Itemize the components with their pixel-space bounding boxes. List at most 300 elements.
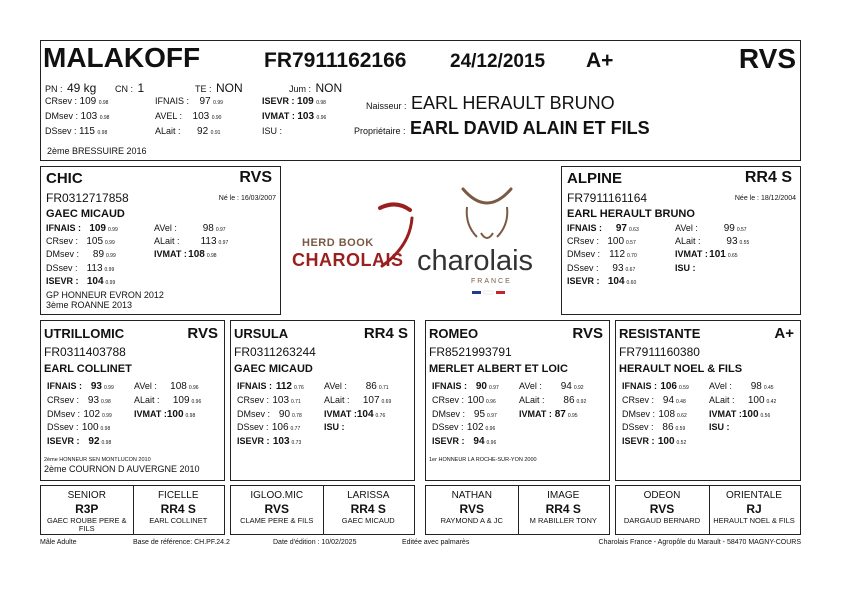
stat-accuracy: 0.48 [676,398,686,405]
stat-value: 92 [88,436,100,448]
stat-isu [324,422,345,432]
stat-label: ALait : [709,394,735,405]
stat-value: 100 [166,408,184,420]
stat-label: DMsev : [622,408,656,419]
stat-accuracy: 0.98 [100,426,111,433]
stat-value: 100 [81,422,99,434]
ggp-qualification: RVS [264,502,289,516]
stat-value: 113 [200,236,217,248]
stat-value: 86 [662,422,674,434]
ggp-qualification: RR4 S [545,502,581,516]
stat-label: CRsev : [237,394,270,405]
stat-value: 94 [662,394,675,406]
stat-dssev [622,422,685,433]
stat-label: ISU : [709,422,730,433]
stat-ivmat [675,249,738,260]
stat-dmsev [46,249,116,260]
stat-label: AVel : [709,381,732,391]
stat-alait [154,236,228,247]
stat-accuracy: 0.96 [485,426,496,433]
stat-label: CRsev : [622,394,655,405]
stat-ifnais [47,381,114,392]
grandparent-breeder: GAEC MICAUD [234,363,313,375]
stat-label: AVel : [324,381,347,391]
stat-accuracy: 0.99 [104,266,115,273]
ggp-owner: GAEC ROUBE PERE & FILS [46,516,127,533]
stat-accuracy: 0.52 [676,440,687,447]
footer-date: Date d'édition : 10/02/2025 [273,539,357,546]
ggp-qualification: RVS [649,502,675,516]
stat-accuracy: 0.57 [626,240,636,247]
animal-dssev: DSsev : 115 0.98 [45,126,108,137]
footer-sex: Mâle Adulte [40,539,77,546]
ggp-box-3 [615,485,801,535]
stat-label: DSsev : [47,422,79,433]
grandparent-palmares-1: 1er HONNEUR LA ROCHE-SUR-YON 2000 [429,457,537,463]
stat-crsev [47,395,111,406]
stat-ifnais [237,381,304,392]
stat-dmsev [47,409,112,420]
stat-accuracy: 0.55 [739,240,750,247]
ggp-name: NATHAN [451,490,492,501]
stat-label: ISEVR : [432,436,465,447]
stat-accuracy: 0.60 [626,279,637,286]
stat-label: ISU : [324,422,345,433]
stat-value: 98 [202,223,214,234]
grandparent-id: FR0311403788 [44,345,126,359]
grandparent-id: FR0311263244 [234,345,316,359]
grandparent-breeder: MERLET ALBERT ET LOIC [429,363,568,375]
animal-crsev: CRsev : 109 0.98 [45,96,109,107]
stat-label: DMsev : [567,249,601,260]
stat-alait [519,395,586,406]
stat-dmsev [432,409,497,420]
animal-ivmat: IVMAT : 103 0.96 [262,111,327,122]
dam-id: FR7911161164 [567,191,648,205]
stat-accuracy: 0.57 [736,227,747,233]
stat-value: 95 [473,408,486,420]
stat-label: DSsev : [567,262,599,273]
stat-value: 104 [607,275,625,287]
grandparent-qualification: RR4 S [363,325,408,342]
stat-avel [324,381,389,392]
sire-breeder: GAEC MICAUD [46,208,125,220]
stat-label: ALait : [519,394,545,405]
stat-label: IVMAT : [134,408,167,419]
stat-value: 98 [750,381,762,392]
ggp-owner: M RABILLER TONY [529,516,597,525]
ggp-owner: CLAME PERE & FILS [240,516,314,525]
stat-accuracy: 0.73 [291,440,302,447]
ggp-name: LARISSA [347,490,390,501]
stat-label: DMsev : [46,249,80,260]
stat-isevr [567,276,636,287]
stat-ifnais [567,223,639,234]
great-grandparent-cell [231,486,323,534]
ggp-qualification: R3P [75,502,99,516]
dam-qualification: RR4 S [744,169,792,186]
stat-label: IFNAIS : [432,381,467,391]
herd-book-logo [290,196,415,276]
stat-dssev [237,422,300,433]
dam-breeder: EARL HERAULT BRUNO [567,208,695,220]
stat-ifnais [432,381,499,392]
stat-avel [519,381,584,392]
stat-label: ISEVR : [567,275,600,286]
stat-ivmat [134,409,195,420]
stat-label: ISEVR : [47,436,80,447]
grandparent-qualification: A+ [774,325,794,342]
stat-value: 108 [188,249,205,261]
ggp-owner: DARGAUD BERNARD [623,516,701,525]
stat-accuracy: 0.92 [576,398,587,405]
ggp-box-0 [40,485,225,535]
stat-dmsev [567,249,637,260]
footer-base: Base de référence: CH.PF.24.2 [133,539,230,546]
stat-label: ALait : [324,394,350,405]
stat-value: 103 [272,394,290,406]
stat-label: ISEVR : [46,275,79,286]
stat-label: DSsev : [622,422,654,433]
great-grandparent-cell [708,486,800,534]
stat-ifnais [622,381,689,392]
stat-value: 100 [467,394,485,406]
sire-id: FR0312717858 [46,191,129,205]
stat-ivmat [709,409,770,420]
animal-isu: ISU : [262,126,283,136]
cn-field: CN : 1 [115,81,145,95]
great-grandparent-cell [616,486,708,534]
stat-value: 104 [86,275,104,287]
stat-value: 112 [275,381,292,392]
stat-isevr [432,436,496,447]
stat-accuracy: 0.98 [185,412,196,419]
stat-accuracy: 0.95 [567,412,578,419]
grandparent-name: UTRILLOMIC [44,326,125,341]
stat-accuracy: 0.99 [104,385,114,391]
stat-ifnais [46,223,118,234]
animal-qualification: RVS [738,43,796,74]
dam-birth: Née le : 18/12/2004 [734,195,796,202]
stat-accuracy: 0.59 [679,385,689,391]
animal-avel: AVEL : 103 0.90 [155,111,222,122]
stat-dmsev [622,409,687,420]
stat-value: 109 [172,394,190,406]
jum-field: Jum : NON [289,81,343,95]
stat-alait [675,236,749,247]
stat-crsev [237,395,301,406]
stat-accuracy: 0.67 [625,266,636,273]
grandparent-id: FR7911160380 [619,345,700,359]
stat-label: IFNAIS : [47,381,82,391]
stat-accuracy: 0.96 [191,398,202,405]
ggp-qualification: RVS [459,502,484,516]
stat-value: 86 [365,381,377,392]
grandparent-name: URSULA [234,326,289,341]
stat-accuracy: 0.70 [627,253,637,260]
stat-value: 108 [658,408,676,420]
animal-birth-date: 24/12/2015 [450,51,546,72]
grandparent-name: ROMEO [429,326,479,341]
stat-alait [134,395,201,406]
stat-isu [709,422,730,432]
stat-accuracy: 0.97 [215,227,226,233]
herd-book-label: HERD BOOK [302,237,374,249]
stat-accuracy: 0.99 [102,412,112,419]
great-grandparent-cell [133,486,225,534]
stat-label: AVel : [154,223,177,233]
great-grandparent-cell [41,486,133,534]
stat-value: 100 [741,408,759,420]
stat-label: IFNAIS : [237,381,272,391]
animal-header-box [40,40,801,161]
charolais-brand-france: FRANCE [471,278,512,285]
stat-avel [154,223,226,234]
stat-label: IVMAT : [154,249,187,260]
sire-palmares-1: GP HONNEUR EVRON 2012 [46,290,164,300]
stat-value: 99 [723,223,735,234]
charolais-brand: charolais [417,245,534,277]
grandparent-box-3 [615,320,801,481]
stat-accuracy: 0.62 [677,412,687,419]
proprietaire-field: Propriétaire : EARL DAVID ALAIN ET FILS [354,118,650,138]
stat-accuracy: 0.96 [486,398,496,405]
stat-dssev [567,263,635,274]
stat-alait [324,395,391,406]
grandparent-box-0 [40,320,225,481]
grandparent-box-1 [230,320,415,481]
stat-accuracy: 0.59 [675,426,686,433]
naisseur-field: Naisseur : EARL HERAULT BRUNO [366,93,615,113]
stat-value: 112 [609,249,626,261]
dam-box [561,166,801,315]
sire-palmares-2: 3ème ROANNE 2013 [46,300,133,310]
stat-isevr [47,436,111,447]
stat-accuracy: 0.65 [727,253,738,260]
stat-accuracy: 0.97 [489,385,499,391]
stat-value: 90 [278,408,291,420]
ggp-qualification: RJ [746,502,762,516]
stat-value: 106 [271,422,289,434]
stat-label: DMsev : [47,408,81,419]
stat-accuracy: 0.97 [487,412,497,419]
stat-accuracy: 0.69 [381,398,392,405]
stat-accuracy: 0.76 [375,412,386,419]
ggp-box-1 [230,485,415,535]
stat-crsev [46,236,115,247]
grandparent-palmares-2: 2ème COURNON D AUVERGNE 2010 [44,464,200,474]
animal-isevr: ISEVR : 109 0.98 [262,96,326,107]
stat-label: IVMAT : [675,249,708,260]
animal-ifnais: IFNAIS : 97 0.99 [155,96,223,107]
stat-accuracy: 0.96 [188,385,199,391]
stat-accuracy: 0.97 [218,240,229,247]
stat-accuracy: 0.63 [629,227,639,233]
stat-ivmat [154,249,217,260]
stat-dmsev [237,409,302,420]
stat-label: ALait : [675,236,701,247]
stat-value: 89 [92,249,105,261]
stat-accuracy: 0.99 [105,279,116,286]
stat-accuracy: 0.71 [291,398,301,405]
stat-value: 102 [466,422,484,434]
stat-value: 106 [660,381,677,392]
stat-value: 100 [747,394,765,406]
stat-accuracy: 0.99 [106,253,116,260]
stat-dssev [47,422,110,433]
stat-accuracy: 0.92 [573,385,584,391]
stat-label: CRsev : [567,236,600,247]
stat-label: IFNAIS : [567,223,602,233]
grandparent-breeder: EARL COLLINET [44,363,132,375]
ggp-name: SENIOR [67,490,106,501]
grandparent-qualification: RVS [187,325,218,342]
stat-label: DSsev : [237,422,269,433]
stat-isevr [46,276,115,287]
footer-organisation: Charolais France - Agropôle du Marault - 58470 MAGNY-COURS [598,539,801,546]
footer-edition: Editée avec palmarès [402,539,470,546]
stat-accuracy: 0.98 [206,253,217,260]
stat-label: IFNAIS : [46,223,81,233]
stat-accuracy: 0.56 [760,412,771,419]
stat-value: 100 [657,436,675,448]
sire-name: CHIC [46,170,83,187]
te-field: TE : NON [195,81,243,95]
stat-ivmat [324,409,385,420]
stat-value: 87 [554,408,566,420]
stat-label: ALait : [134,394,160,405]
stat-dssev [46,263,114,274]
stat-label: AVel : [675,223,698,233]
stat-value: 93 [726,236,738,248]
stat-label: IVMAT : [709,408,742,419]
animal-id: FR7911162166 [264,49,407,72]
sire-box [40,166,281,315]
stat-label: CRsev : [47,394,80,405]
grandparent-palmares-1: 2ème HONNEUR SEN MONTLUCON 2010 [44,457,151,463]
ggp-name: IGLOO.MIC [250,490,304,501]
ggp-name: FICELLE [157,490,199,501]
grandparent-id: FR8521993791 [429,345,512,359]
stat-isevr [237,436,301,447]
herd-book-charolais-label: CHAROLAIS [292,250,404,270]
stat-value: 107 [362,394,380,406]
grandparent-name: RESISTANTE [619,326,701,341]
charolais-france-logo [415,185,555,300]
stat-label: CRsev : [46,236,79,247]
stat-label: ISEVR : [622,436,655,447]
stat-value: 103 [272,436,290,448]
great-grandparent-cell [323,486,415,534]
ggp-qualification: RR4 S [350,502,386,516]
stat-label: DMsev : [432,408,466,419]
stat-alait [709,395,776,406]
stat-label: CRsev : [432,394,465,405]
stat-crsev [432,395,496,406]
animal-palmares: 2ème BRESSUIRE 2016 [47,146,147,156]
ggp-owner: HERAULT NOEL & FILS [713,516,795,525]
stat-value: 113 [86,262,103,274]
stat-accuracy: 0.99 [108,227,118,233]
stat-ivmat [519,409,578,420]
stat-value: 94 [473,436,485,448]
ggp-name: IMAGE [547,490,580,501]
grandparent-box-2 [425,320,610,481]
stat-value: 105 [86,236,104,248]
ggp-owner: RAYMOND A & JC [440,516,503,525]
animal-dmsev: DMsev : 103 0.98 [45,111,110,122]
pn-field: PN : 49 kg [45,81,97,95]
stat-value: 94 [560,381,572,392]
ggp-name: ODEON [643,490,681,501]
dam-name: ALPINE [567,170,623,187]
grandparent-qualification: RVS [572,325,603,342]
stat-accuracy: 0.98 [101,398,111,405]
stat-value: 93 [87,394,100,406]
sire-qualification: RVS [239,169,272,186]
stat-isu [675,263,696,273]
stat-label: DSsev : [46,262,78,273]
animal-name: MALAKOFF [43,42,201,73]
stat-accuracy: 0.42 [766,398,777,405]
stat-value: 93 [612,262,624,274]
ggp-name: ORIENTALE [726,490,782,501]
stat-value: 102 [83,408,101,420]
stat-isevr [622,436,686,447]
stat-value: 108 [170,381,187,392]
grandparent-breeder: HERAULT NOEL & FILS [619,363,743,375]
stat-dssev [432,422,495,433]
stat-label: ALait : [154,236,180,247]
stat-value: 104 [356,408,374,420]
sire-birth: Né le : 16/03/2007 [218,195,276,202]
stat-accuracy: 0.45 [763,385,774,391]
stat-value: 90 [475,381,487,392]
stat-label: AVel : [134,381,157,391]
stat-crsev [567,236,636,247]
stat-label: IVMAT : [519,408,552,419]
stat-accuracy: 0.77 [290,426,301,433]
stat-accuracy: 0.99 [105,240,115,247]
stat-label: AVel : [519,381,542,391]
ggp-owner: GAEC MICAUD [341,516,395,525]
great-grandparent-cell [518,486,610,534]
stat-label: DSsev : [432,422,464,433]
stat-value: 93 [90,381,102,392]
animal-grade: A+ [586,49,614,72]
stat-value: 97 [615,223,627,234]
stat-accuracy: 0.78 [292,412,302,419]
stat-crsev [622,395,686,406]
stat-label: IFNAIS : [622,381,657,391]
ggp-owner: EARL COLLINET [149,516,208,525]
stat-value: 109 [89,223,106,234]
stat-label: DMsev : [237,408,271,419]
ggp-qualification: RR4 S [160,502,196,516]
stat-value: 100 [607,236,625,248]
stat-label: ISEVR : [237,436,270,447]
stat-avel [134,381,199,392]
stat-accuracy: 0.96 [486,440,497,447]
ggp-box-2 [425,485,610,535]
stat-accuracy: 0.71 [378,385,389,391]
stat-value: 101 [709,249,726,261]
stat-label: IVMAT : [324,408,357,419]
stat-avel [675,223,747,234]
stat-accuracy: 0.76 [294,385,304,391]
stat-accuracy: 0.98 [101,440,112,447]
great-grandparent-cell [426,486,518,534]
